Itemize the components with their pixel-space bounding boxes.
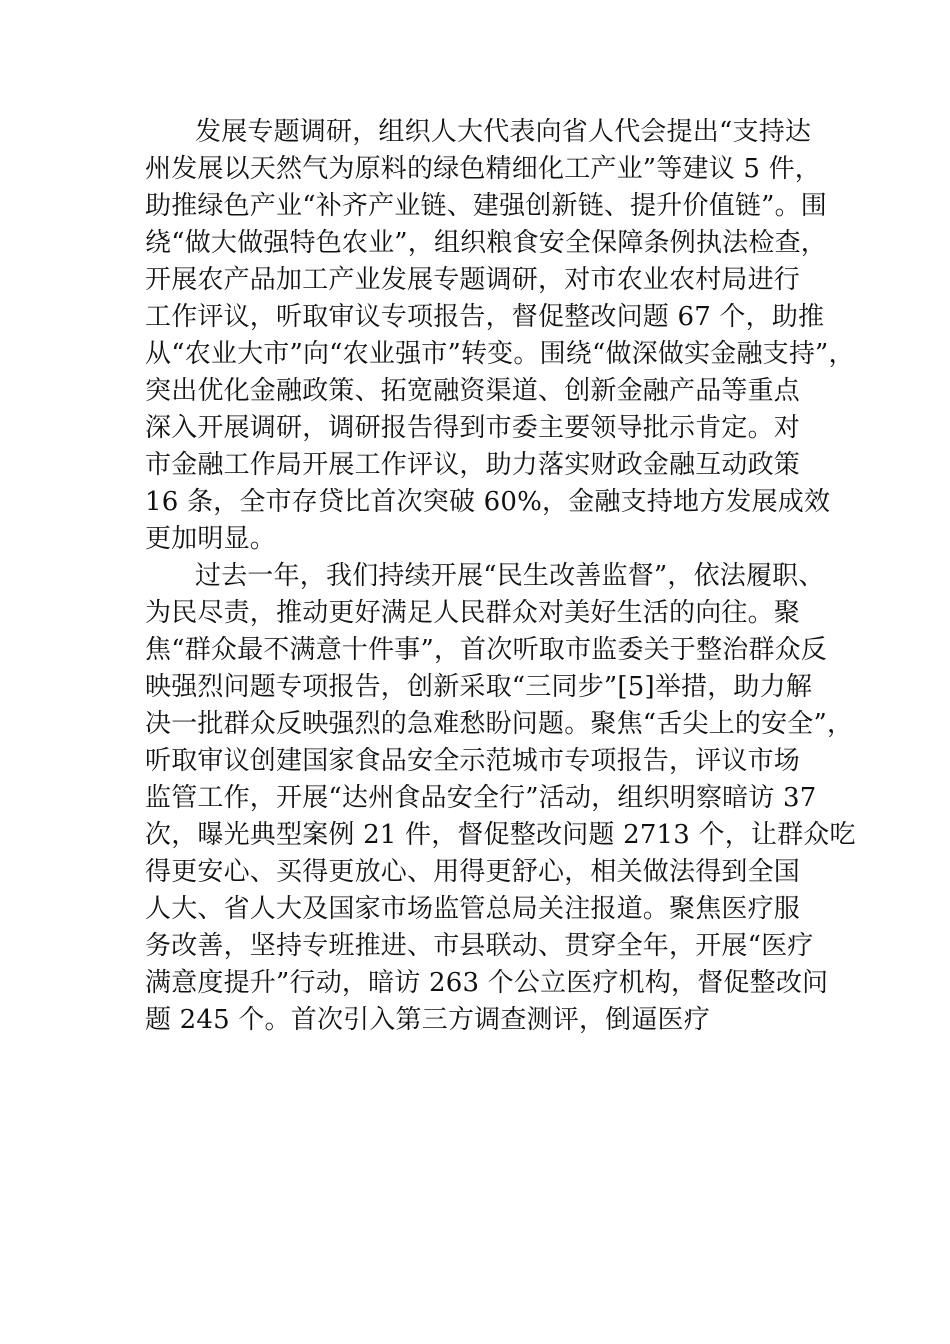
text-line: 听取审议创建国家食品安全示范城市专项报告，评议市场 (145, 746, 801, 776)
text-line: 得更安心、买得更放心、用得更舒心，相关做法得到全国 (145, 857, 801, 887)
text-line: 决一批群众反映强烈的急难愁盼问题。聚焦“舌尖上的安全”， (145, 709, 854, 739)
text-line: 深入开展调研，调研报告得到市委主要领导批示肯定。对 (145, 413, 801, 443)
text-line: 绕“做大做强特色农业”，组织粮食安全保障条例执法检查， (145, 228, 827, 258)
text-line: 工作评议，听取审议专项报告，督促整改问题 67 个，助推 (145, 302, 825, 332)
text-line: 满意度提升”行动，暗访 263 个公立医疗机构，督促整改问 (145, 968, 829, 998)
text-line: 16 条，全市存贷比首次突破 60%，金融支持地方发展成效 (145, 487, 831, 517)
text-line: 映强烈问题专项报告，创新采取“三同步”[5]举措，助力解 (145, 672, 813, 702)
text-line: 务改善，坚持专班推进、市县联动、贯穿全年，开展“医疗 (145, 931, 814, 961)
text-line: 开展农产品加工产业发展专题调研，对市农业农村局进行 (145, 265, 801, 295)
body-text (145, 114, 856, 1039)
text-line: 监管工作，开展“达州食品安全行”活动，组织明察暗访 37 (145, 783, 817, 813)
text-line: 为民尽责，推动更好满足人民群众对美好生活的向往。聚 (145, 598, 801, 628)
text-line: 过去一年，我们持续开展“民生改善监督”，依法履职、 (195, 561, 825, 591)
text-line: 题 245 个。首次引入第三方调查测评，倒逼医疗 (145, 1005, 710, 1035)
text-line: 更加明显。 (145, 524, 277, 554)
text-line: 发展专题调研，组织人大代表向省人代会提出“支持达 (195, 117, 812, 147)
text-line: 市金融工作局开展工作评议，助力落实财政金融互动政策 (145, 450, 801, 480)
text-line: 突出优化金融政策、拓宽融资渠道、创新金融产品等重点 (145, 376, 801, 406)
text-line: 焦“群众最不满意十件事”，首次听取市监委关于整治群众反 (145, 635, 827, 665)
text-line: 州发展以天然气为原料的绿色精细化工产业”等建议 5 件， (145, 154, 821, 184)
paragraph-2 (145, 558, 856, 1039)
text-line: 次，曝光典型案例 21 件，督促整改问题 2713 个，让群众吃 (145, 820, 856, 850)
text-line: 人大、省人大及国家市场监管总局关注报道。聚焦医疗服 (145, 894, 801, 924)
text-line: 助推绿色产业“补齐产业链、建强创新链、提升价值链”。围 (145, 191, 827, 221)
text-line: 从“农业大市”向“农业强市”转变。围绕“做深做实金融支持”， (145, 339, 855, 369)
paragraph-1 (145, 114, 855, 558)
